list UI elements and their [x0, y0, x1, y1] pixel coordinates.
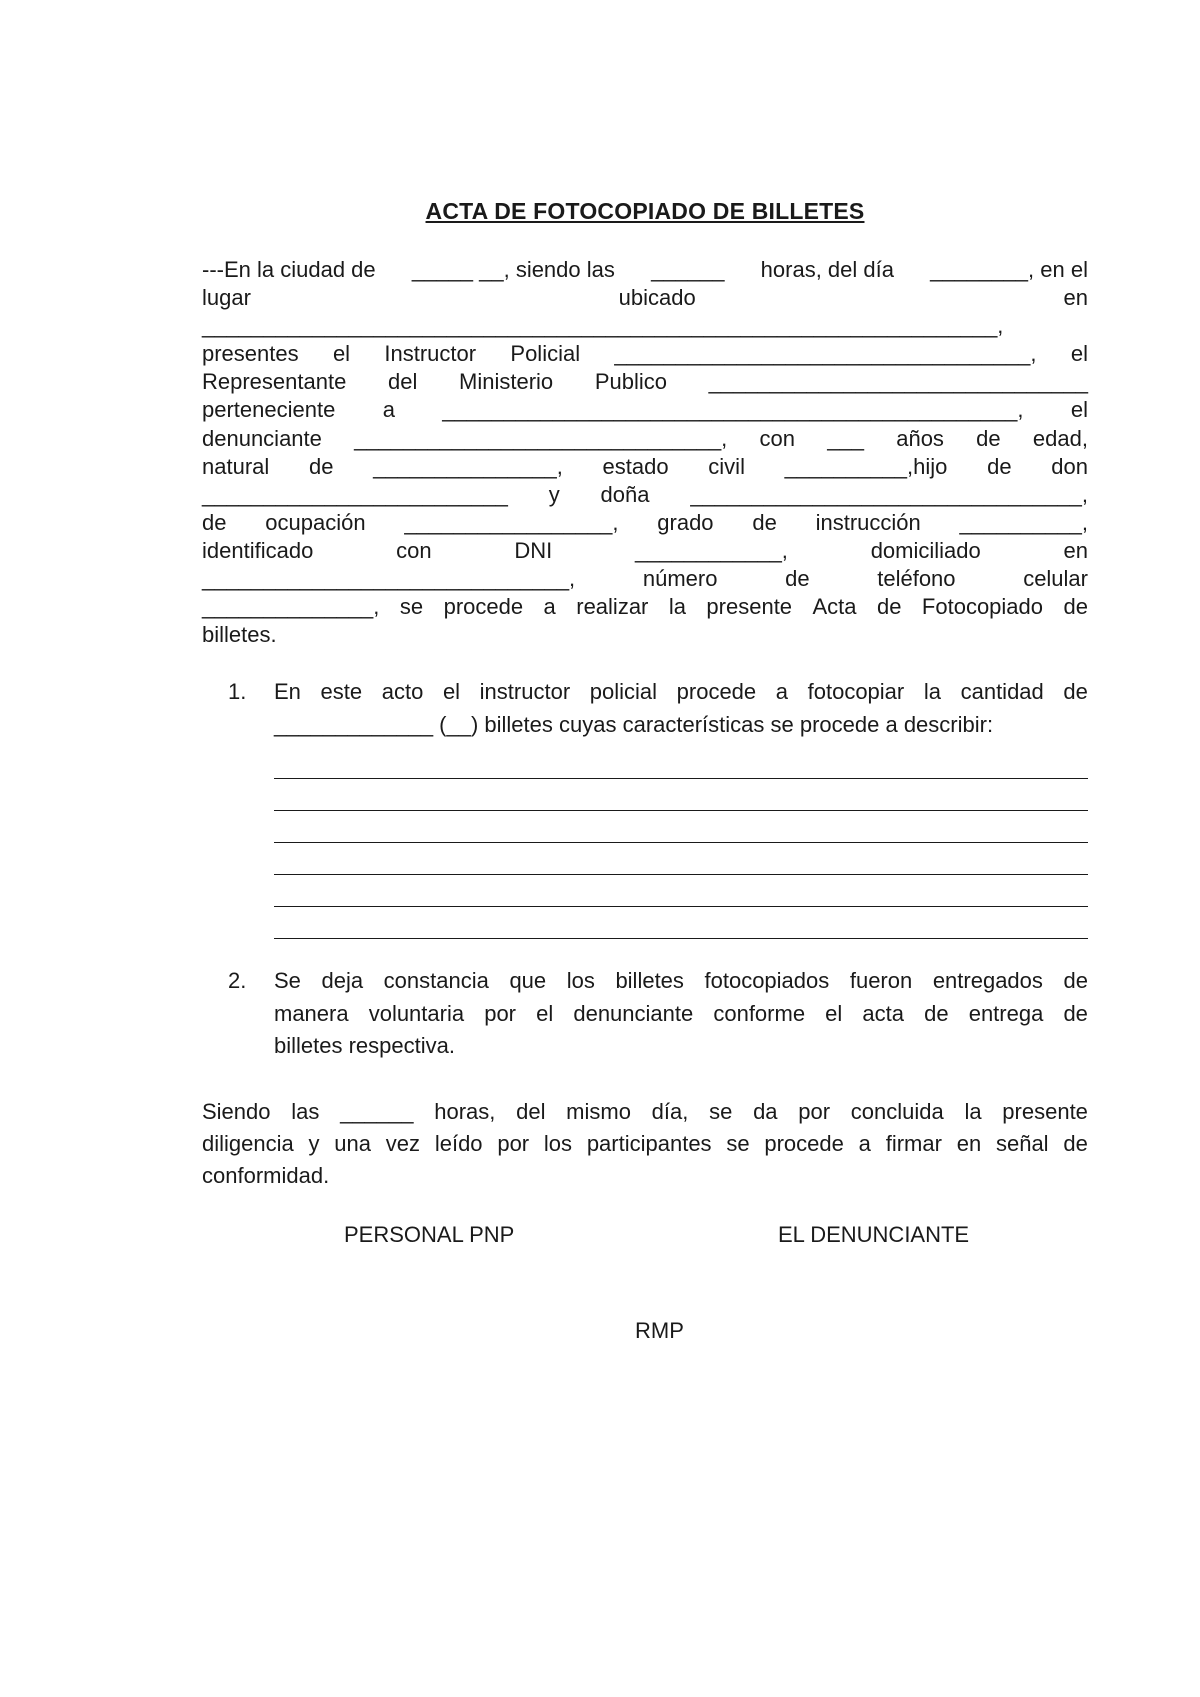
text-segment: da [753, 1099, 778, 1124]
text-line [202, 537, 1088, 565]
text-segment: horas, del día [760, 257, 894, 282]
text-segment: procede [676, 679, 757, 704]
text-segment: ___ [827, 425, 864, 451]
text-segment: edad, [1032, 425, 1088, 451]
text-segment: identificado [202, 537, 314, 563]
text-segment: fueron [849, 968, 913, 993]
text-segment: lugar [202, 285, 251, 311]
text-segment: instructor [479, 679, 571, 704]
text-segment: _________________________________________________________________, [202, 313, 1004, 339]
blank-line [274, 811, 1088, 843]
text-segment: billetes respectiva. [274, 1033, 455, 1058]
text-segment: de [987, 453, 1012, 479]
text-line [202, 1160, 1088, 1192]
blank-line [274, 747, 1088, 779]
text-segment: celular [1023, 566, 1088, 592]
text-segment: de [876, 594, 902, 620]
text-line [274, 676, 1088, 709]
text-segment: Instructor [384, 341, 477, 367]
text-segment: la [668, 594, 686, 620]
text-segment: ubicado [618, 285, 696, 311]
text-segment: fotocopiar [807, 679, 905, 704]
list-item-text [274, 676, 1088, 741]
text-segment: DNI [514, 537, 553, 563]
text-line [274, 709, 1088, 742]
text-segment: __________, [959, 509, 1088, 535]
list-number: 1. [228, 679, 247, 704]
blank-line [274, 875, 1088, 907]
text-segment: el [536, 1000, 554, 1026]
text-segment: entregados [932, 968, 1043, 993]
text-line [274, 1030, 1088, 1063]
text-line [202, 1096, 1088, 1128]
text-segment: ______ [340, 1099, 414, 1124]
text-line [202, 509, 1088, 537]
text-segment: en [1063, 537, 1088, 563]
text-segment: a [382, 397, 395, 423]
text-segment: ocupación [265, 509, 366, 535]
text-line [202, 396, 1088, 424]
text-segment: _______________, [373, 453, 563, 479]
text-segment: la [923, 679, 941, 704]
text-segment: grado [657, 509, 714, 535]
text-segment: día, [651, 1099, 689, 1124]
text-segment: a [775, 679, 789, 704]
text-segment: cantidad [960, 679, 1044, 704]
text-segment: por [497, 1131, 530, 1156]
text-segment: manera [274, 1000, 349, 1026]
text-segment: procede [443, 594, 524, 620]
text-segment: de [752, 509, 777, 535]
text-segment: en [1063, 285, 1088, 311]
text-segment: __________,hijo [784, 453, 948, 479]
blank-line [274, 779, 1088, 811]
text-segment: la [964, 1099, 982, 1124]
text-line [274, 965, 1088, 998]
text-segment: concluida [850, 1099, 944, 1124]
signature-denunciante: EL DENUNCIANTE [778, 1222, 970, 1247]
text-segment: a [543, 594, 556, 620]
text-segment: _______________________________________________, [442, 397, 1024, 423]
text-segment: Publico [594, 369, 667, 395]
text-line [202, 425, 1088, 453]
text-segment: Fotocopiado [921, 594, 1044, 620]
text-line [202, 621, 1088, 649]
text-line [202, 312, 1088, 340]
text-segment: las [291, 1099, 320, 1124]
text-segment: billetes. [202, 622, 277, 648]
text-segment: denunciante [202, 425, 322, 451]
text-segment: de [308, 453, 334, 479]
text-segment: conformidad. [202, 1163, 330, 1188]
list-item-text [274, 965, 1088, 1063]
blank-line [274, 907, 1088, 939]
text-segment: se [709, 1099, 733, 1124]
text-segment: domiciliado [870, 537, 981, 563]
text-segment: Representante [202, 369, 347, 395]
description-blank-lines [274, 747, 1088, 939]
signature-personal-pnp: PERSONAL PNP [344, 1222, 515, 1247]
text-line [202, 256, 1088, 284]
text-segment: ________, en el [930, 257, 1088, 282]
text-segment: mismo [566, 1099, 631, 1124]
signature-rmp: RMP [635, 1318, 684, 1343]
text-segment: Siendo [202, 1099, 271, 1124]
text-segment: con [759, 425, 796, 451]
text-segment: acto [381, 679, 424, 704]
text-segment: de [1063, 1000, 1088, 1026]
text-segment: _________________________ [202, 481, 508, 507]
text-segment: que [509, 968, 547, 993]
text-segment: vez [385, 1131, 421, 1156]
text-segment: don [1051, 453, 1088, 479]
text-segment: doña [600, 481, 650, 507]
list-number: 2. [228, 968, 247, 993]
closing-paragraph [202, 1096, 1088, 1192]
text-line [202, 565, 1088, 593]
text-segment: y [308, 1131, 320, 1156]
text-segment: y [548, 481, 560, 507]
text-segment: de [785, 566, 810, 592]
text-segment: realizar [576, 594, 649, 620]
text-segment: presente [1002, 1099, 1088, 1124]
text-segment: conforme [713, 1000, 806, 1026]
text-segment: billetes [615, 968, 684, 993]
text-segment: el [442, 679, 461, 704]
text-line [202, 593, 1088, 621]
text-segment: deja [321, 968, 364, 993]
text-segment: Acta [812, 594, 857, 620]
text-segment: acta [862, 1000, 904, 1026]
text-segment: de [1063, 679, 1088, 704]
text-segment: los [566, 968, 595, 993]
text-segment: firmar [885, 1131, 942, 1156]
text-segment: participantes [586, 1131, 712, 1156]
text-segment: de [1063, 1131, 1088, 1156]
text-segment: instrucción [815, 509, 921, 535]
text-segment: denunciante [573, 1000, 694, 1026]
text-segment: diligencia [202, 1131, 294, 1156]
text-segment: constancia [383, 968, 489, 993]
text-segment: civil [708, 453, 745, 479]
text-segment: de [924, 1000, 949, 1026]
text-segment: fotocopiados [704, 968, 830, 993]
text-segment: años [896, 425, 944, 451]
text-segment: entrega [968, 1000, 1044, 1026]
text-segment: voluntaria [368, 1000, 465, 1026]
list-item-2 [202, 965, 1088, 1063]
text-line [202, 481, 1088, 509]
text-segment: a [858, 1131, 871, 1156]
text-segment: los [543, 1131, 573, 1156]
text-segment: __________________________________, [614, 341, 1037, 367]
text-segment: horas, [434, 1099, 496, 1124]
text-segment: de [976, 425, 1001, 451]
text-segment: se [726, 1131, 750, 1156]
text-segment: En [274, 679, 301, 704]
text-line [202, 284, 1088, 312]
text-segment: ________________________________, [690, 481, 1088, 507]
text-segment: ______________, [202, 594, 380, 620]
text-segment: ---En la ciudad de [202, 257, 376, 282]
text-segment: una [334, 1131, 372, 1156]
text-segment: estado [602, 453, 669, 479]
document-title: ACTA DE FOTOCOPIADO DE BILLETES [425, 198, 865, 224]
text-segment: ____________, [634, 537, 788, 563]
text-segment: número [642, 566, 718, 592]
text-segment: señal [995, 1131, 1049, 1156]
text-segment: por [798, 1099, 831, 1124]
text-segment: _______________________________ [708, 369, 1088, 395]
text-segment: se [399, 594, 424, 620]
text-segment: _________________, [404, 509, 619, 535]
text-line [202, 453, 1088, 481]
text-segment: policial [589, 679, 658, 704]
text-segment: con [396, 537, 432, 563]
text-segment: por [484, 1000, 516, 1026]
text-segment: _____________ (__) billetes cuyas características se procede a describir: [274, 711, 994, 737]
text-line [202, 340, 1088, 368]
text-segment: _____ __, siendo las [411, 257, 615, 282]
text-segment: presente [706, 594, 793, 620]
text-segment: de [1063, 968, 1088, 993]
text-segment: el [825, 1000, 843, 1026]
text-segment: Policial [510, 341, 581, 367]
text-segment: el [1070, 341, 1088, 367]
list-item-1 [202, 676, 1088, 939]
text-segment: de [202, 509, 227, 535]
text-segment: ______________________________, [354, 425, 728, 451]
intro-paragraph [202, 256, 1088, 649]
text-line [274, 998, 1088, 1031]
text-line [202, 368, 1088, 396]
text-segment: de [1063, 594, 1088, 620]
text-segment: del [516, 1099, 546, 1124]
text-segment: en [956, 1131, 982, 1156]
text-segment: perteneciente [202, 397, 336, 423]
blank-line [274, 843, 1088, 875]
text-segment: Se [274, 968, 301, 993]
text-segment: natural [202, 453, 270, 479]
text-segment: el [332, 341, 351, 367]
text-segment: Ministerio [459, 369, 554, 395]
text-segment: presentes [202, 341, 299, 367]
text-segment: leído [434, 1131, 483, 1156]
text-segment: del [388, 369, 418, 395]
text-segment: procede [764, 1131, 844, 1156]
text-segment: teléfono [877, 566, 956, 592]
text-segment: ______________________________, [202, 566, 576, 592]
text-segment: el [1070, 397, 1088, 423]
text-segment: ______ [651, 257, 725, 282]
text-segment: este [320, 679, 363, 704]
text-line [202, 1128, 1088, 1160]
